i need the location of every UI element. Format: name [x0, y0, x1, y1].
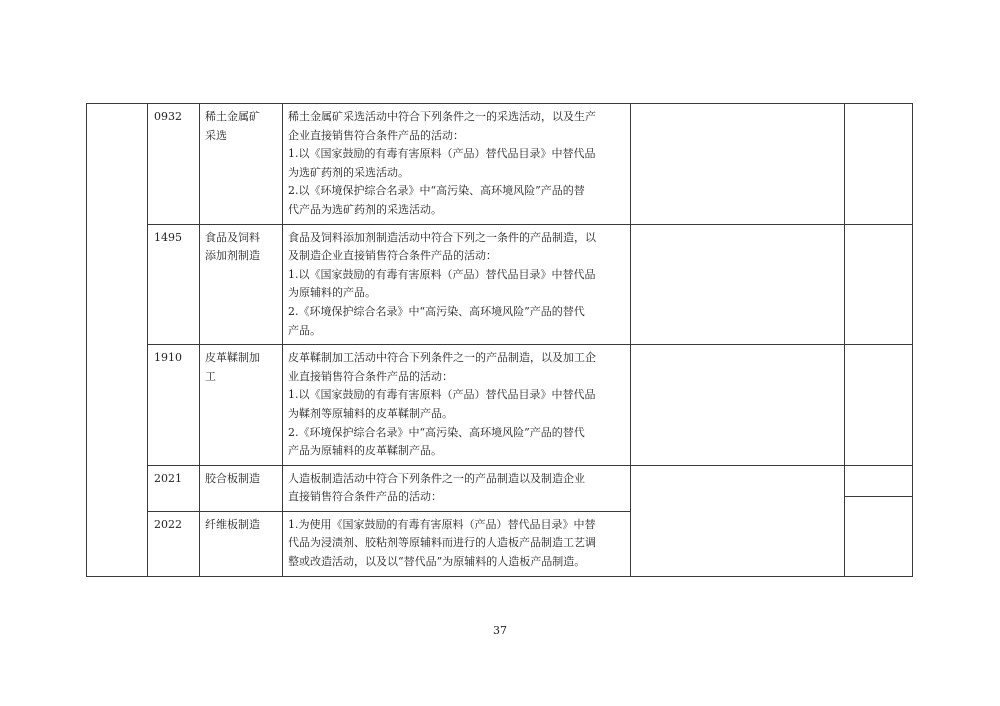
activity-description-cell [283, 224, 631, 345]
activity-description-cell [283, 104, 631, 225]
blank-category-cell [87, 104, 148, 577]
industry-name-line: 皮革鞣制加 [205, 351, 260, 365]
industry-activity-table [86, 103, 913, 577]
description-line: 皮革鞣制加工活动中符合下列条件之一的产品制造，以及加工企 [288, 351, 596, 365]
description-line: 2.《环境保护综合名录》中“高污染、高环境风险”产品的替代 [288, 425, 585, 439]
description-line: 1.以《国家鼓励的有毒有害原料（产品）替代品目录》中替代品 [288, 388, 596, 402]
description-line: 为鞣剂等原辅料的皮革鞣制产品。 [288, 406, 453, 420]
industry-name-cell [200, 465, 283, 511]
industry-name-line: 采选 [205, 128, 227, 142]
table-row [87, 465, 913, 511]
industry-code-cell: 1495 [148, 224, 200, 345]
split-cell-container [845, 466, 912, 497]
split-cell-bottom [845, 496, 912, 497]
industry-name-cell [200, 104, 283, 225]
description-line: 为选矿药剂的采选活动。 [288, 165, 409, 179]
industry-code-cell: 1910 [148, 345, 200, 466]
industry-name-line: 胶合板制造 [205, 471, 260, 485]
table-row [87, 345, 913, 466]
description-line: 产品为原辅料的皮革鞣制产品。 [288, 444, 442, 458]
split-cell-top [845, 466, 912, 496]
description-line: 1.以《国家鼓励的有毒有害原料（产品）替代品目录》中替代品 [288, 267, 596, 281]
industry-code-cell: 0932 [148, 104, 200, 225]
empty-cell [845, 104, 913, 225]
industry-name-line: 纤维板制造 [205, 517, 260, 531]
description-line: 代产品为选矿药剂的采选活动。 [288, 202, 442, 216]
activity-description-cell [283, 345, 631, 466]
activity-description-cell [283, 465, 631, 511]
description-line: 食品及饲料添加剂制造活动中符合下列之一条件的产品制造，以 [288, 230, 596, 244]
activity-description-cell [283, 511, 631, 576]
description-line: 企业直接销售符合条件产品的活动： [288, 128, 464, 142]
description-line: 1.以《国家鼓励的有毒有害原料（产品）替代品目录》中替代品 [288, 147, 596, 161]
description-line: 2.以《环境保护综合名录》中“高污染、高环境风险”产品的替 [288, 184, 585, 198]
description-line: 稀土金属矿采选活动中符合下列条件之一的采选活动，以及生产 [288, 110, 596, 123]
empty-cell [631, 345, 845, 466]
industry-name-line: 添加剂制造 [205, 249, 260, 263]
industry-code-cell: 2021 [148, 465, 200, 511]
industry-name-line: 稀土金属矿 [205, 110, 260, 123]
empty-cell [631, 224, 845, 345]
split-empty-cell [845, 465, 913, 576]
empty-cell [631, 465, 845, 576]
description-line: 业直接销售符合条件产品的活动： [288, 369, 453, 383]
description-line: 人造板制造活动中符合下列条件之一的产品制造以及制造企业 [288, 471, 585, 485]
page-number: 37 [493, 624, 507, 637]
description-line: 及制造企业直接销售符合条件产品的活动： [288, 249, 497, 263]
description-line: 代品为浸渍剂、胶粘剂等原辅料而进行的人造板产品制造工艺调 [288, 536, 596, 550]
table-row [87, 224, 913, 345]
description-line: 直接销售符合条件产品的活动： [288, 490, 442, 504]
empty-cell [845, 224, 913, 345]
description-line: 整或改造活动，以及以“替代品”为原辅料的人造板产品制造。 [288, 555, 586, 569]
description-line: 1.为使用《国家鼓励的有毒有害原料（产品）替代品目录》中替 [288, 517, 596, 531]
description-line: 产品。 [288, 323, 321, 337]
empty-cell [631, 104, 845, 225]
industry-code-cell: 2022 [148, 511, 200, 576]
industry-name-cell [200, 224, 283, 345]
industry-name-cell [200, 511, 283, 576]
empty-cell [845, 345, 913, 466]
description-line: 2.《环境保护综合名录》中“高污染、高环境风险”产品的替代 [288, 304, 585, 318]
industry-name-cell [200, 345, 283, 466]
industry-name-line: 食品及饲料 [205, 230, 260, 244]
description-line: 为原辅料的产品。 [288, 286, 376, 300]
industry-name-line: 工 [205, 369, 216, 383]
table-row [87, 104, 913, 225]
